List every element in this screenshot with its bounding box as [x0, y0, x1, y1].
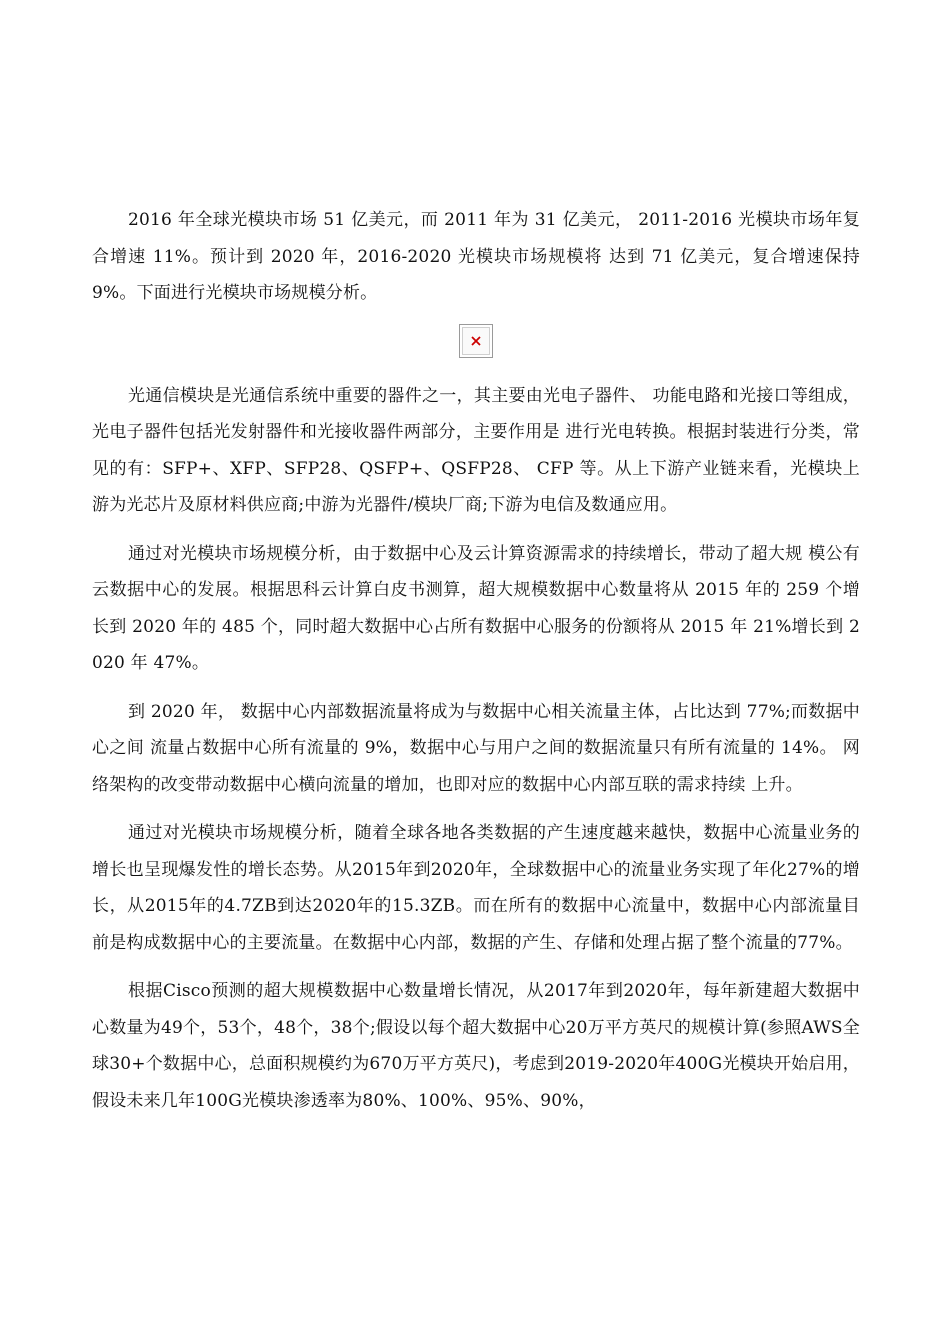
- paragraph-cisco-forecast: 根据Cisco预测的超大规模数据中心数量增长情况，从2017年到2020年，每年新建超大数据中心数量为49个，53个，48个，38个;假设以每个超大数据中心20万平方英尺的规模计算(参照AWS全球30+个数据中心，总面积规模约为670万平方英尺)，考虑到2019-2020年400G光模块开始启用，假设未来几年100G光模块渗透率为80%、100%、95%、90%，: [92, 981, 860, 1111]
- document-body: [92, 202, 860, 1131]
- paragraph-module-intro: 光通信模块是光通信系统中重要的器件之一，其主要由光电子器件、 功能电路和光接口等组成，光电子器件包括光发射器件和光接收器件两部分，主要作用是 进行光电转换。根据封装进行分类，常见的有：SFP+、XFP、SFP28、QSFP+、QSFP28、 CFP 等。从上下游产业链来看，光模块上游为光芯片及原材料供应商;中游为光器件/模块厂商;下游为电信及数通应用。: [92, 385, 860, 515]
- paragraph-traffic-growth: 通过对光模块市场规模分析，随着全球各地各类数据的产生速度越来越快，数据中心流量业务的增长也呈现爆发性的增长态势。从2015年到2020年，全球数据中心的流量业务实现了年化27%的增长，从2015年的4.7ZB到达2020年的15.3ZB。而在所有的数据中心流量中，数据中心内部流量目前是构成数据中心的主要流量。在数据中心内部，数据的产生、存储和处理占据了整个流量的77%。: [92, 823, 860, 953]
- paragraph-hyperscale-growth: 通过对光模块市场规模分析，由于数据中心及云计算资源需求的持续增长，带动了超大规 模公有云数据中心的发展。根据思科云计算白皮书测算，超大规模数据中心数量将从 2015 年的 259 个增长到 2020 年的 485 个，同时超大数据中心占所有数据中心服务的份额将从 2015 年 21%增长到 2020 年 47%。: [92, 543, 860, 673]
- paragraph-traffic-share: 到 2020 年， 数据中心内部数据流量将成为与数据中心相关流量主体，占比达到 77%;而数据中心之间 流量占数据中心所有流量的 9%，数据中心与用户之间的数据流量只有所有流量的 14%。 网络架构的改变带动数据中心横向流量的增加，也即对应的数据中心内部互联的需求持续 上升。: [92, 701, 860, 795]
- paragraph-market-size: 2016 年全球光模块市场 51 亿美元，而 2011 年为 31 亿美元， 2011-2016 光模块市场年复合增速 11%。预计到 2020 年，2016-2020 光模块市场规模将 达到 71 亿美元，复合增速保持 9%。下面进行光模块市场规模分析。: [92, 210, 860, 303]
- broken-image-icon: [459, 324, 493, 358]
- figure-placeholder: [92, 324, 860, 372]
